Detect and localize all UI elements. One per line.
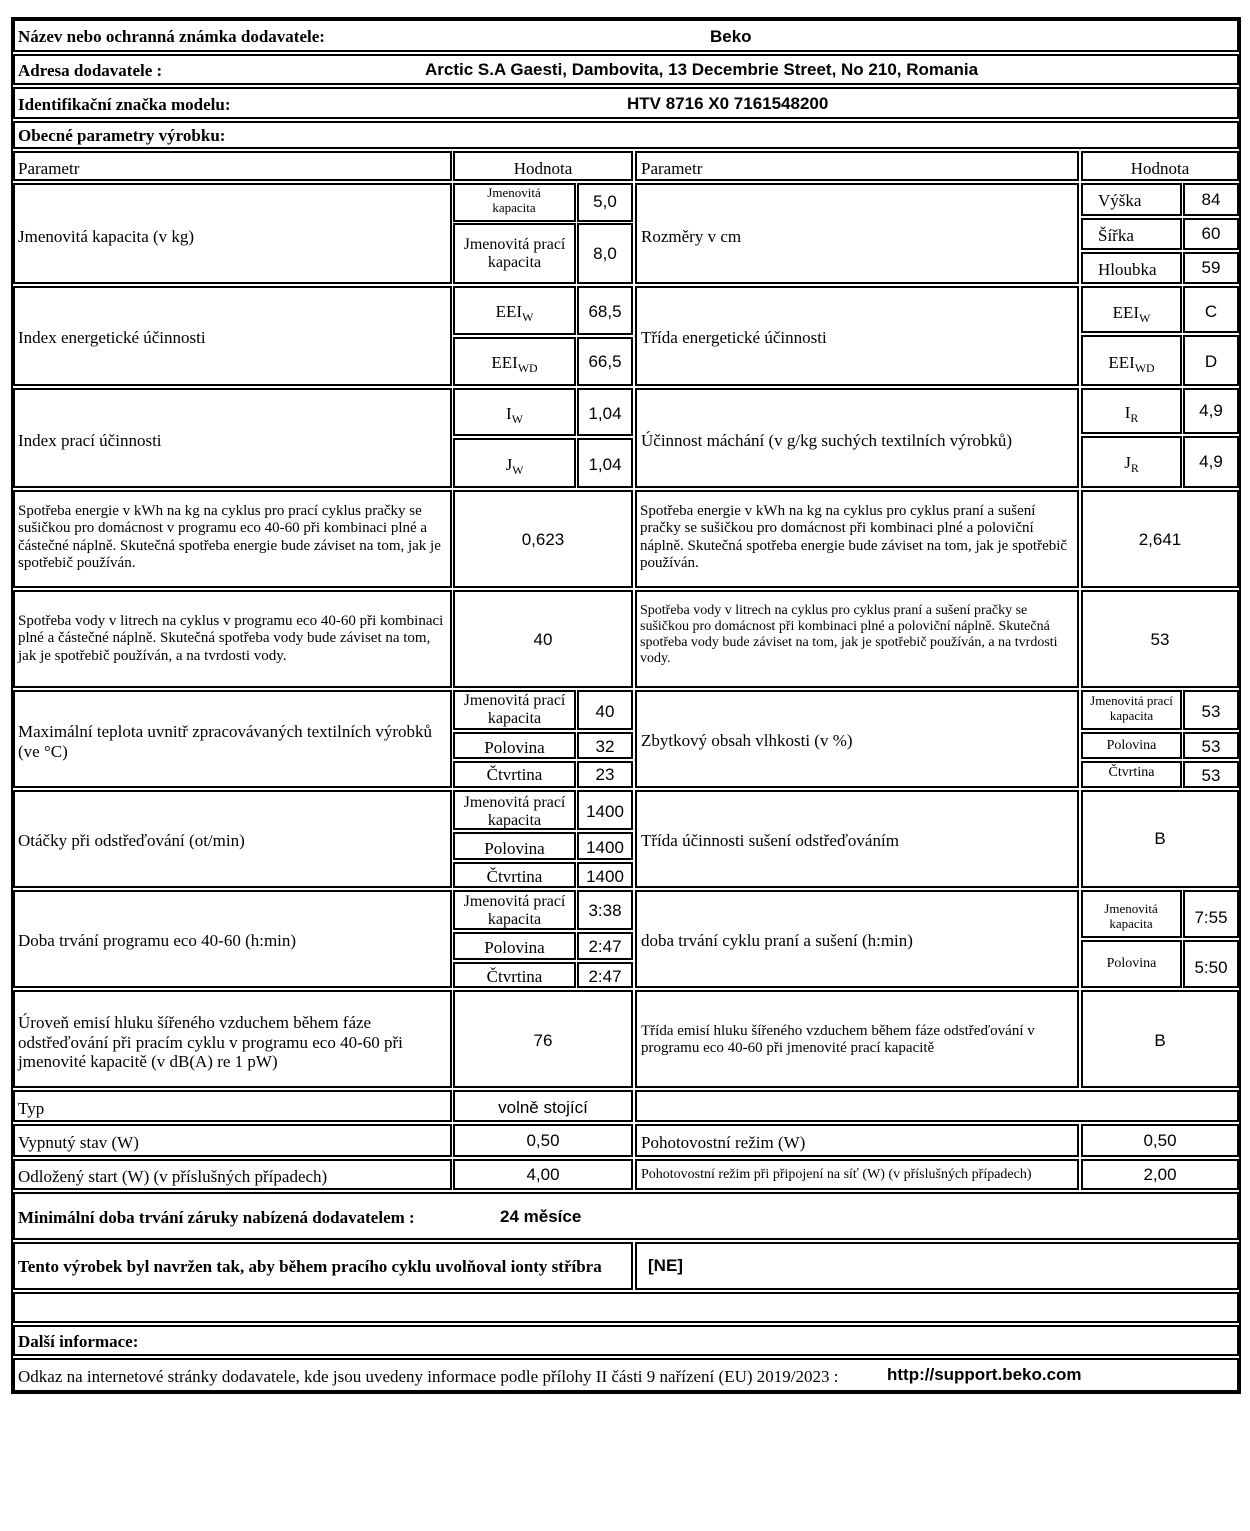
type-label-cell — [13, 1090, 452, 1122]
duration-wd-rated-label: Jmenovitá kapacita — [1104, 901, 1158, 931]
general-label: Obecné parametry výrobku: — [18, 126, 226, 145]
duration-wd-rated-value: 7:55 — [1194, 908, 1228, 927]
duration-quarter-value: 2:47 — [588, 967, 622, 986]
spin-class-value: B — [1154, 829, 1166, 848]
moisture-label: Zbytkový obsah vlhkosti (v %) — [641, 731, 853, 750]
wash-index-j-symbol: $J_W$ — [505, 455, 524, 477]
temperature-half-label: Polovina — [484, 738, 545, 757]
water-cons-value: 40 — [533, 630, 553, 649]
wash-index-j-value: 1,04 — [588, 455, 622, 474]
duration-rated-value: 3:38 — [588, 901, 622, 920]
energy-class-wd-symbol: $EEI_{WD}$ — [1108, 353, 1155, 375]
silver-value-cell — [635, 1242, 1239, 1290]
moisture-rated-value: 53 — [1201, 702, 1221, 721]
energy-cons-label: Spotřeba energie v kWh na kg na cyklus pro prací cyklus pračky se sušičkou pro domácnost v programu eco 40-60 při kombinaci plné a částečné náplně. Skutečná spotřeba energie bude záviset na tom, jak je spotřebič používán. — [18, 503, 441, 571]
capacity-label: Jmenovitá kapacita (v kg) — [18, 227, 195, 246]
temperature-half-value: 32 — [595, 737, 615, 756]
delay-label: Odložený start (W) (v příslušných případech) — [18, 1167, 328, 1186]
address-value: Arctic S.A Gaesti, Dambovita, 13 Decembrie Street, No 210, Romania — [425, 60, 979, 79]
energy-class-w-value: C — [1204, 302, 1218, 321]
supplier-label: Název nebo ochranná známka dodavatele: — [18, 27, 325, 46]
energy-class-w-symbol: $EEI_W$ — [1112, 303, 1151, 325]
spin-class-label: Třída účinnosti sušení odstřeďováním — [641, 831, 899, 850]
temperature-quarter-label: Čtvrtina — [486, 765, 543, 784]
rinse-i-symbol: $I_R$ — [1124, 403, 1139, 425]
dimensions-height-value: 84 — [1201, 190, 1221, 209]
energy-cons-wd-label: Spotřeba energie v kWh na kg na cyklus pro cyklus praní a sušení pračky se sušičkou pro domácnost při kombinaci plné a poloviční náplně. Skutečná spotřeba energie bude záviset na tom, jak je spotřebič používán. — [640, 503, 1068, 571]
support-link[interactable]: http://support.beko.com — [887, 1365, 1082, 1384]
moisture-rated-label: Jmenovitá prací kapacita — [1090, 693, 1173, 723]
col-param-left-label: Parametr — [18, 159, 80, 178]
temperature-label: Maximální teplota uvnitř zpracovávaných textilních výrobků (ve °C) — [18, 722, 433, 761]
moisture-half-label: Polovina — [1106, 738, 1157, 753]
energy-index-label: Index energetické účinnosti — [18, 328, 206, 347]
noise-class-label: Třída emisí hluku šířeného vzduchem během fáze odstřeďování v programu eco 40-60 při jmenovité prací kapacitě — [641, 1023, 1035, 1057]
energy-cons-wd-value: 2,641 — [1138, 530, 1182, 549]
temperature-rated-value: 40 — [595, 702, 615, 721]
moisture-quarter-label: Čtvrtina — [1108, 765, 1155, 780]
supplier-value: Beko — [710, 27, 752, 46]
link-label: Odkaz na internetové stránky dodavatele, kde jsou uvedeny informace podle přílohy II části 9 nařízení (EU) 2019/2023 : — [18, 1367, 839, 1386]
moisture-quarter-value: 53 — [1201, 766, 1221, 785]
type-empty-cell — [635, 1090, 1239, 1122]
noise-class-value: B — [1154, 1031, 1166, 1050]
capacity-wash-value: 8,0 — [593, 244, 617, 263]
spin-quarter-label: Čtvrtina — [486, 867, 543, 886]
model-label: Identifikační značka modelu: — [18, 95, 231, 114]
duration-wd-label: doba trvání cyklu praní a sušení (h:min) — [641, 931, 913, 950]
noise-label: Úroveň emisí hluku šířeného vzduchem během fáze odstřeďování při pracím cyklu v programu eco 40-60 při jmenovité kapacitě (v dB(A) re 1 pW) — [18, 1013, 403, 1072]
capacity-rated-label: Jmenovitá kapacita — [487, 185, 541, 215]
more-info-row — [13, 1325, 1239, 1356]
energy-class-wd-value: D — [1204, 352, 1218, 371]
empty-row — [13, 1292, 1239, 1323]
col-param-right-label: Parametr — [641, 159, 703, 178]
dimensions-label: Rozměry v cm — [641, 227, 742, 246]
energy-index-wd-symbol: $EEI_{WD}$ — [491, 353, 538, 375]
duration-quarter-label: Čtvrtina — [486, 967, 543, 986]
delay-value: 4,00 — [526, 1165, 560, 1184]
more-info-label: Další informace: — [18, 1332, 139, 1351]
off-label: Vypnutý stav (W) — [18, 1133, 139, 1152]
off-value: 0,50 — [526, 1131, 560, 1150]
dimensions-depth-value: 59 — [1201, 258, 1221, 277]
spin-label: Otáčky při odstřeďování (ot/min) — [18, 831, 245, 850]
temperature-quarter-value: 23 — [595, 765, 615, 784]
water-cons-wd-label: Spotřeba vody v litrech na cyklus pro cyklus praní a sušení pračky se sušičkou pro domácnost při kombinaci plné a poloviční náplně. Skutečná spotřeba vody bude záviset na tom, jak je spotřebič používán, a na tvrdosti vody. — [640, 603, 1058, 667]
duration-half-value: 2:47 — [588, 937, 622, 956]
silver-value: [NE] — [648, 1256, 683, 1275]
dimensions-depth-label: Hloubka — [1098, 260, 1157, 279]
moisture-half-value: 53 — [1201, 737, 1221, 756]
spin-rated-value: 1400 — [586, 802, 624, 821]
type-value: volně stojící — [498, 1098, 588, 1117]
type-label: Typ — [18, 1099, 45, 1118]
energy-index-wd-value: 66,5 — [588, 352, 622, 371]
network-label: Pohotovostní režim při připojení na síť (W) (v příslušných případech) — [641, 1167, 1032, 1182]
wash-index-label: Index prací účinnosti — [18, 431, 162, 450]
rinse-label: Účinnost máchání (v g/kg suchých textilních výrobků) — [641, 431, 1013, 450]
address-label: Adresa dodavatele : — [18, 61, 163, 80]
capacity-rated-value: 5,0 — [593, 192, 617, 211]
dimensions-width-value: 60 — [1201, 224, 1221, 243]
energy-index-w-value: 68,5 — [588, 302, 622, 321]
duration-wd-half-label: Polovina — [1106, 956, 1157, 971]
energy-index-w-symbol: $EEI_W$ — [495, 302, 534, 324]
silver-label: Tento výrobek byl navržen tak, aby během pracího cyklu uvolňoval ionty stříbra — [18, 1257, 602, 1276]
spin-rated-label: Jmenovitá prací kapacita — [463, 794, 566, 830]
model-value: HTV 8716 X0 7161548200 — [627, 94, 829, 113]
energy-cons-value: 0,623 — [521, 530, 565, 549]
water-cons-label: Spotřeba vody v litrech na cyklus v programu eco 40-60 při kombinaci plné a částečné náplně. Skutečná spotřeba vody bude záviset na tom, jak je spotřebič používán, a na tvrdosti vody. — [18, 613, 444, 664]
wash-index-i-symbol: $I_W$ — [506, 404, 523, 426]
standby-label: Pohotovostní režim (W) — [641, 1133, 806, 1152]
capacity-wash-label: Jmenovitá prací kapacita — [463, 236, 566, 272]
rinse-j-symbol: $J_R$ — [1124, 453, 1139, 475]
temperature-rated-label: Jmenovitá prací kapacita — [463, 692, 566, 728]
spin-half-value: 1400 — [586, 838, 624, 857]
spin-half-label: Polovina — [484, 839, 545, 858]
duration-wd-half-value: 5:50 — [1194, 958, 1228, 977]
warranty-value: 24 měsíce — [500, 1207, 582, 1226]
warranty-label: Minimální doba trvání záruky nabízená dodavatelem : — [18, 1208, 415, 1227]
duration-half-label: Polovina — [484, 938, 545, 957]
rinse-i-value: 4,9 — [1199, 401, 1223, 420]
dimensions-width-label: Šířka — [1098, 226, 1134, 245]
standby-value: 0,50 — [1143, 1131, 1177, 1150]
network-value: 2,00 — [1143, 1165, 1177, 1184]
col-value-right-label: Hodnota — [1130, 159, 1190, 178]
duration-rated-label: Jmenovitá prací kapacita — [463, 893, 566, 929]
energy-class-label: Třída energetické účinnosti — [641, 328, 827, 347]
col-value-left-label: Hodnota — [513, 159, 573, 178]
dimensions-height-label: Výška — [1098, 191, 1142, 210]
noise-value: 76 — [533, 1031, 553, 1050]
wash-index-i-value: 1,04 — [588, 404, 622, 423]
water-cons-wd-value: 53 — [1150, 630, 1170, 649]
rinse-j-value: 4,9 — [1199, 452, 1223, 471]
duration-label: Doba trvání programu eco 40-60 (h:min) — [18, 931, 297, 950]
spin-quarter-value: 1400 — [586, 867, 624, 886]
